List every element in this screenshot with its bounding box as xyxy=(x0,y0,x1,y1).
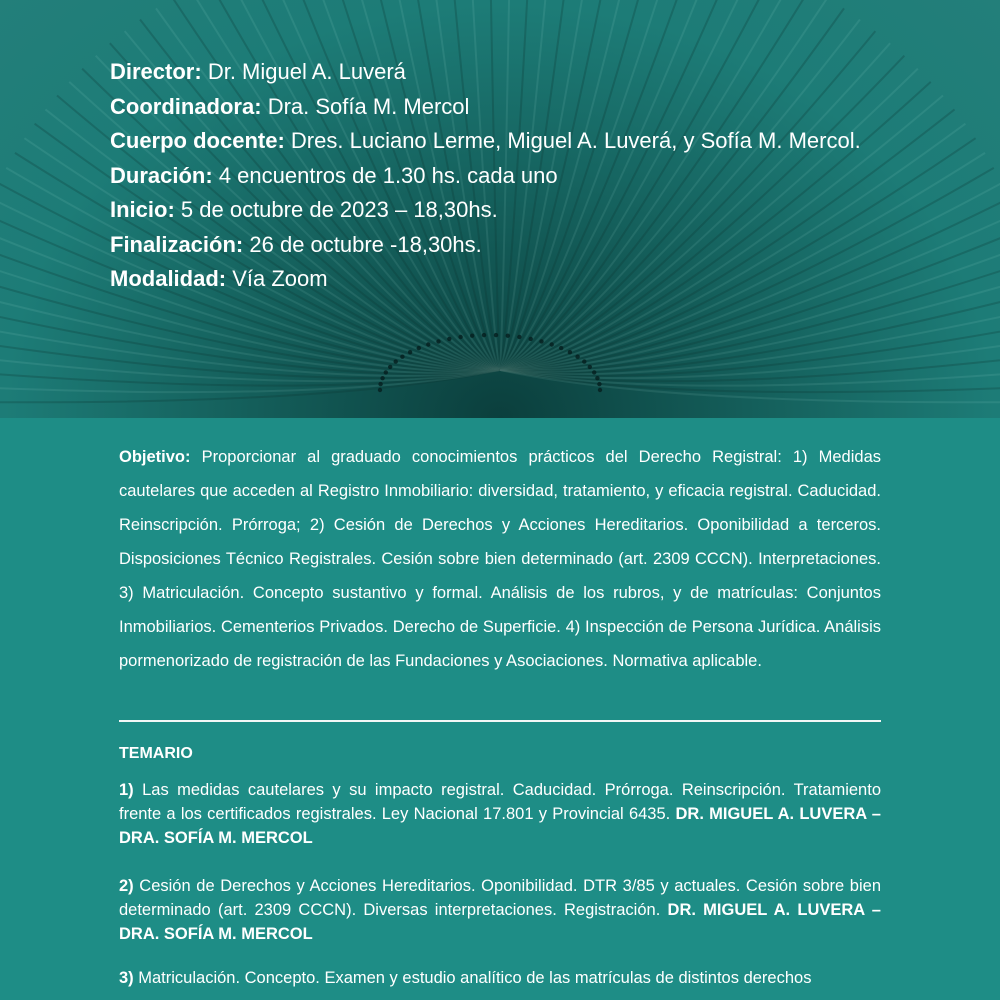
info-label: Inicio: xyxy=(110,197,175,222)
spine-dot xyxy=(592,370,596,374)
spine-dot xyxy=(426,342,430,346)
spine-dot xyxy=(598,388,602,392)
info-coordinadora xyxy=(110,90,870,125)
spine-dot xyxy=(582,359,586,363)
info-label: Modalidad: xyxy=(110,266,227,291)
info-modalidad xyxy=(110,262,870,297)
item-speakers: DR. MIGUEL A. LUVERA – DRA. SOFÍA M. MERCOL xyxy=(119,805,881,847)
item-text: Cesión de Derechos y Acciones Hereditarios. Oponibilidad. DTR 3/85 y actuales. Cesión sobre bien determinado (art. 2309 CCCN). Diversas interpretaciones. Registración. xyxy=(119,877,881,919)
temario-item-1 xyxy=(119,778,881,850)
spine-dot xyxy=(482,333,486,337)
info-finalizacion xyxy=(110,228,870,263)
item-speakers: DR. MIGUEL A. LUVERA – DRA. SOFÍA M. MERCOL xyxy=(119,901,881,943)
info-label: Cuerpo docente: xyxy=(110,128,285,153)
spine-dot xyxy=(470,334,474,338)
spine-dot xyxy=(408,350,412,354)
info-director xyxy=(110,55,870,90)
course-info xyxy=(110,55,870,297)
spine-dot xyxy=(400,355,404,359)
divider xyxy=(119,720,881,722)
info-label: Coordinadora: xyxy=(110,93,262,119)
item-number: 3) xyxy=(119,969,134,987)
spine-dot xyxy=(588,365,592,369)
spine-dot xyxy=(380,376,384,380)
info-value: 26 de octubre -18,30hs. xyxy=(249,231,482,257)
hero-banner xyxy=(0,0,1000,418)
temario-item-2 xyxy=(119,874,881,946)
item-text: Las medidas cautelares y su impacto registral. Caducidad. Prórroga. Reinscripción. Tratamiento frente a los certificados registrales. Ley Nacional 17.801 y Provincial 6435. xyxy=(119,781,881,823)
spine-dot xyxy=(559,346,563,350)
spine-dot xyxy=(494,333,498,337)
spine-dot xyxy=(568,350,572,354)
info-cuerpo-docente xyxy=(110,124,870,159)
objetivo-label: Objetivo: xyxy=(119,448,191,466)
info-duracion xyxy=(110,159,870,194)
objetivo-paragraph xyxy=(119,440,881,678)
spine-dot xyxy=(597,382,601,386)
info-value: 4 encuentros de 1.30 hs. cada uno xyxy=(218,162,558,188)
spine-dot xyxy=(517,335,521,339)
spine-dot xyxy=(384,370,388,374)
temario-item-3 xyxy=(119,966,881,990)
item-text: Matriculación. Concepto. Examen y estudio analítico de las matrículas de distintos derechos xyxy=(138,969,812,987)
info-label: Finalización: xyxy=(110,231,244,257)
spine-dot xyxy=(417,346,421,350)
spine-dot xyxy=(436,339,440,343)
spine-dot xyxy=(575,355,579,359)
info-value: Vía Zoom xyxy=(232,266,328,291)
spine-dot xyxy=(595,376,599,380)
spine-dot xyxy=(458,335,462,339)
item-number: 1) xyxy=(119,781,134,799)
info-label: Director: xyxy=(110,59,202,84)
spine-dot xyxy=(539,339,543,343)
item-number: 2) xyxy=(119,877,134,895)
spine-dot xyxy=(388,365,392,369)
info-value: Dra. Sofía M. Mercol xyxy=(267,93,470,119)
objetivo-text: Proporcionar al graduado conocimientos prácticos del Derecho Registral: 1) Medidas cautelares que acceden al Registro Inmobiliario: diversidad, tratamiento, y eficacia registral. Caducidad. Reinscripción. Prórroga; 2) Cesión de Derechos y Acciones Hereditarios. Oponibilidad a terceros. Disposiciones Técnico Registrales. Cesión sobre bien determinado (art. 2309 CCCN). Interpretaciones. 3) Matriculación. Concepto sustantivo y formal. Análisis de los rubros, y de matrículas: Conjuntos Inmobiliarios. Cementerios Privados. Derecho de Superficie. 4) Inspección de Persona Jurídica. Análisis pormenorizado de registración de las Fundaciones y Asociaciones. Normativa aplicable. xyxy=(119,448,881,670)
spine-dot xyxy=(550,342,554,346)
info-value: Dr. Miguel A. Luverá xyxy=(207,59,406,84)
spine-dot xyxy=(447,337,451,341)
info-value: 5 de octubre de 2023 – 18,30hs. xyxy=(180,197,498,222)
spine-dot xyxy=(529,337,533,341)
temario-title: TEMARIO xyxy=(119,745,193,762)
spine-dot xyxy=(378,382,382,386)
spine-dot xyxy=(394,359,398,363)
spine-dot xyxy=(378,388,382,392)
info-value: Dres. Luciano Lerme, Miguel A. Luverá, y Sofía M. Mercol. xyxy=(290,128,861,153)
info-label: Duración: xyxy=(110,162,213,188)
spine-dot xyxy=(506,334,510,338)
info-inicio xyxy=(110,193,870,228)
